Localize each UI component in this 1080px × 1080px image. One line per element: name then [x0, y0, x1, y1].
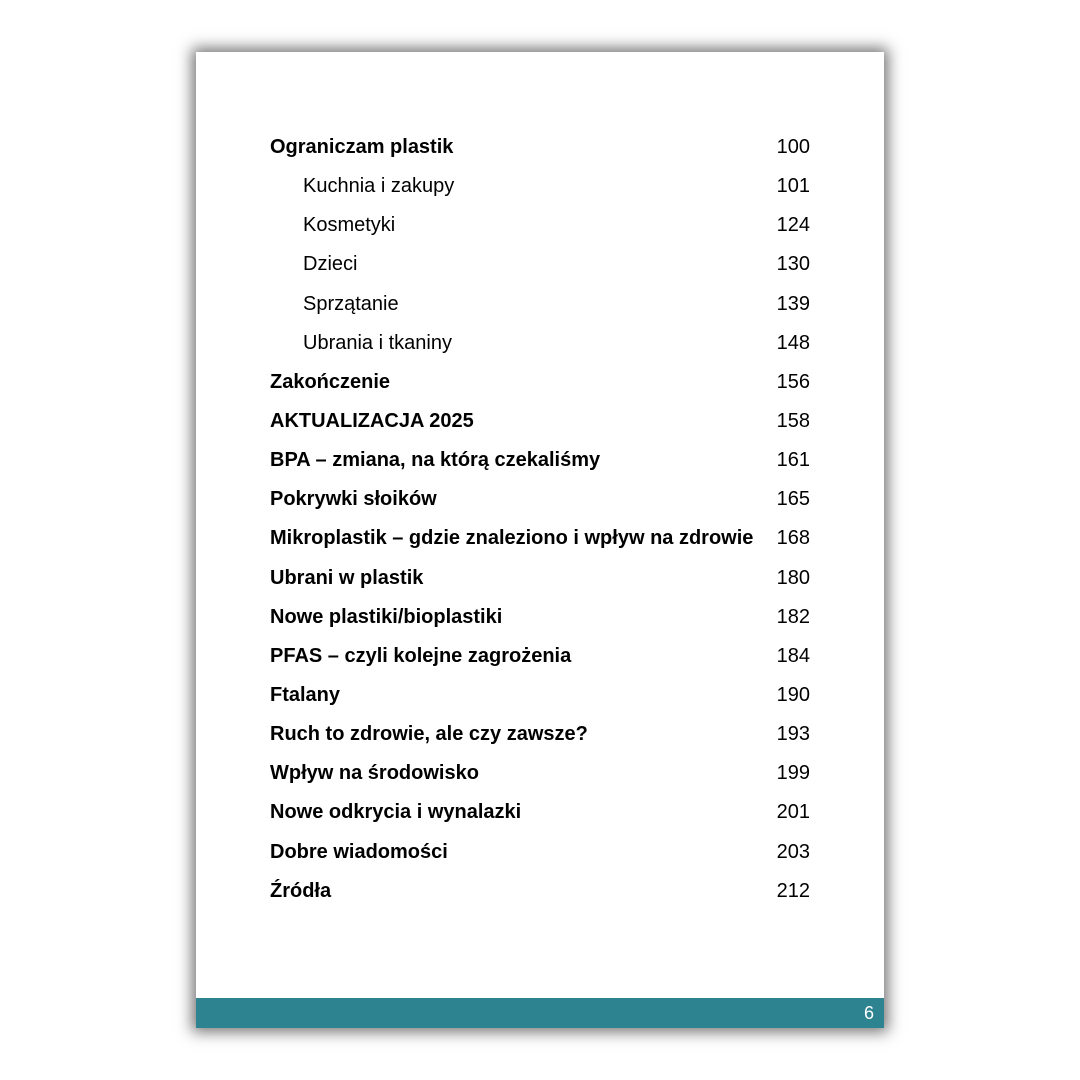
toc-entry-page: 168: [776, 527, 810, 550]
toc-entry-page: 124: [776, 214, 810, 237]
toc-entry-page: 156: [776, 370, 810, 393]
toc-entry[interactable]: [270, 447, 810, 486]
toc-entry-title: Kosmetyki: [303, 214, 396, 237]
toc-entry-title: Ftalany: [270, 683, 341, 706]
toc-entry-page: 165: [776, 488, 810, 511]
toc-entry[interactable]: [270, 212, 810, 251]
toc-entry-title: Nowe plastiki/bioplastiki: [270, 605, 503, 628]
toc-entry[interactable]: [270, 721, 810, 760]
document-page: [196, 52, 884, 1028]
toc-entry[interactable]: [270, 643, 810, 682]
toc-entry-page: 180: [776, 566, 810, 589]
toc-entry[interactable]: [270, 369, 810, 408]
toc-entry-page: 201: [776, 801, 810, 824]
toc-entry-title: Wpływ na środowisko: [270, 762, 479, 785]
toc-entry-title: Ograniczam plastik: [270, 136, 454, 158]
toc-entry-page: 101: [776, 175, 810, 198]
toc-entry[interactable]: [270, 330, 810, 369]
toc-entry[interactable]: [270, 525, 810, 564]
toc-entry-title: Ubrani w plastik: [270, 566, 424, 589]
toc-entry-title: Pokrywki słoików: [270, 488, 437, 511]
toc-entry[interactable]: [270, 799, 810, 838]
toc-entry-title: BPA – zmiana, na którą czekaliśmy: [270, 449, 601, 472]
toc-entry-title: Zakończenie: [270, 370, 391, 393]
toc-entry[interactable]: [270, 839, 810, 878]
toc-entry[interactable]: [270, 565, 810, 604]
toc-entry[interactable]: [270, 408, 810, 447]
toc-entry-page: 212: [776, 879, 810, 902]
toc-entry-title: Ruch to zdrowie, ale czy zawsze?: [270, 723, 588, 746]
table-of-contents: [270, 134, 810, 917]
toc-entry-page: 203: [776, 840, 810, 863]
toc-entry[interactable]: [270, 291, 810, 330]
toc-entry-page: 199: [776, 762, 810, 785]
toc-entry-title: Nowe odkrycia i wynalazki: [270, 801, 522, 824]
toc-entry[interactable]: [270, 173, 810, 212]
page-number: 6: [863, 1003, 874, 1023]
toc-entry-page: 161: [776, 449, 810, 472]
toc-entry-page: 184: [776, 644, 810, 667]
toc-entry-title: Dobre wiadomości: [270, 840, 448, 863]
toc-entry-title: Kuchnia i zakupy: [303, 175, 455, 198]
toc-entry-title: Dzieci: [303, 253, 358, 276]
toc-entry-page: 130: [776, 253, 810, 276]
footer-bar: [196, 998, 884, 1028]
toc-entry[interactable]: [270, 604, 810, 643]
toc-entry-page: 139: [776, 292, 810, 315]
toc-entry-title: Mikroplastik – gdzie znaleziono i wpływ na zdrowie: [270, 527, 754, 550]
toc-entry[interactable]: [270, 486, 810, 525]
toc-entry[interactable]: [270, 134, 810, 173]
toc-entry-page: 148: [776, 331, 810, 354]
toc-entry[interactable]: [270, 682, 810, 721]
toc-entry[interactable]: [270, 760, 810, 799]
toc-entry[interactable]: [270, 251, 810, 290]
toc-entry-title: Źródła: [270, 879, 332, 902]
toc-entry-page: 193: [776, 723, 810, 746]
toc-entry-page: 190: [776, 683, 810, 706]
toc-entry-title: Ubrania i tkaniny: [303, 331, 452, 354]
toc-entry[interactable]: [270, 878, 810, 917]
toc-entry-title: Sprzątanie: [303, 292, 399, 315]
toc-entry-title: PFAS – czyli kolejne zagrożenia: [270, 644, 572, 667]
toc-entry-page: 182: [776, 605, 810, 628]
toc-entry-page: 100: [776, 136, 810, 158]
toc-entry-page: 158: [776, 409, 810, 432]
toc-entry-title: AKTUALIZACJA 2025: [270, 409, 474, 432]
